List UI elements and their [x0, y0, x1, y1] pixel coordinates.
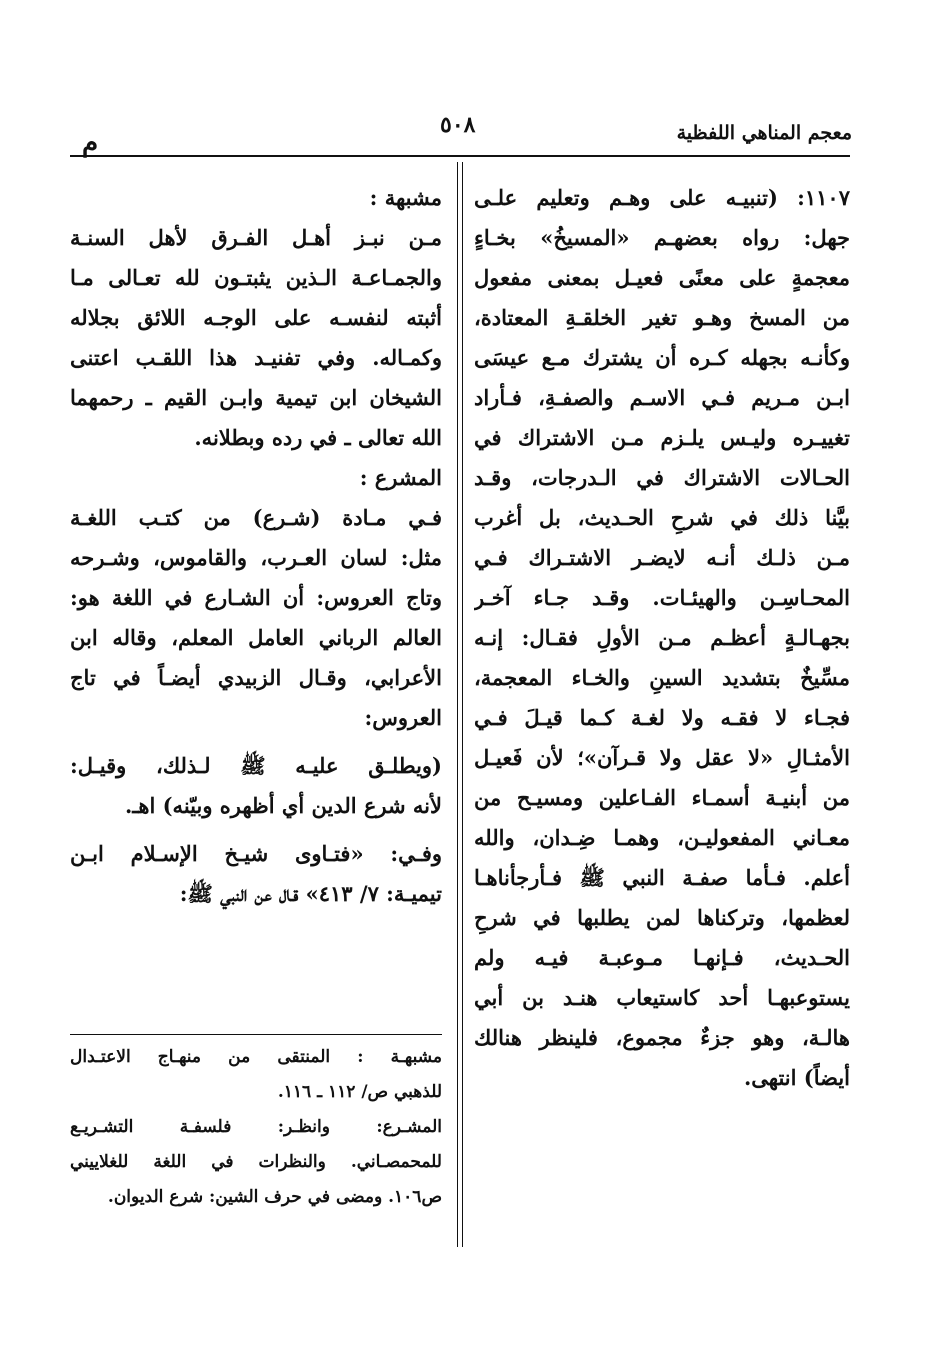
- right-column: [474, 178, 850, 1098]
- text-line: العروس:: [364, 705, 442, 730]
- text-line: وكمـاله. وفي تفنيـد هذا اللقـب اعتنى: [70, 345, 442, 370]
- text-line: لأنه شرع الدين أي أظهره وبيّنه) اهـ.: [124, 793, 442, 818]
- text-line: (ويطلـق عليـه ﷺ لـذلك، وقيـل:: [70, 753, 442, 778]
- text-line: أثبته لنفسـه على الوجـه اللائق بجلاله: [70, 305, 442, 330]
- text-line: المحـاسِـن والهيئـات. وقـد جـاء آخـر: [474, 585, 850, 610]
- text-line: من أبنيـة أسمـاء الفـاعلين ومسيـح من: [474, 785, 850, 810]
- section-letter: م: [82, 128, 99, 158]
- text-line: الشيخان ابن تيمية وابـن القيم ـ رحمهما: [70, 385, 442, 410]
- text-line: أعلم. فـأما صفـة النبي ﷺ فـأرجأناهـا: [474, 865, 850, 890]
- running-title: معجم المناهي اللفظية: [676, 122, 852, 144]
- text-line: مسِّيخٌ بتشديد السينِ والخـاء المعجمة،: [474, 665, 850, 690]
- text-line: فـي مـادة (شـرع) من كتـب اللغـة: [70, 505, 442, 530]
- text-line: لعظمها، وتركناها لمن يطلبها في شرحِ: [474, 905, 850, 930]
- text-line: الحـالات الاشتراك في الـدرجات، وقـد: [474, 465, 850, 490]
- left-column: [70, 178, 442, 914]
- text-line: العالم الرباني العامل المعلم، وقاله ابن: [70, 625, 442, 650]
- text-line: تغييـره وليـس يلـزم مـن الاشتراك في: [474, 425, 850, 450]
- column-divider: [457, 162, 463, 1247]
- text-line: الله تعالى ـ في رده وبطلانه.: [194, 425, 442, 450]
- text-line: الحـديث، فـإنهـا مـوعبـة فيـه ولم: [474, 945, 850, 970]
- text-line: ١١٠٧: (تنبيـه على وهـم وتعليم علـى: [474, 185, 850, 210]
- text-line: مـن نبـز أهـل الفـرق لأهل السنـة: [70, 225, 442, 250]
- footnote-line: للمحمصـاني. والنظرات في اللغة للغلاييني: [70, 1152, 442, 1172]
- text-line: ابـن مـريم فـي الاسـم والصفـةِ، فـأراد: [474, 385, 850, 410]
- text-line: وفـي: «فتـاوى شيـخ الإسـلام ابـن: [70, 841, 442, 866]
- text-line: تيميـة: ٧/ ٤١٣» قـال عن النبي ﷺ:: [179, 881, 442, 906]
- footnote-line: ص١٠٦. ومضى في حرف الشين: شرع الديوان.: [107, 1187, 442, 1207]
- footnotes: [70, 1040, 442, 1215]
- page-number: ٥٠٨: [440, 112, 476, 138]
- text-line: هالـة، وهو جزءٌ مجموع، فلينظر هنالك: [474, 1025, 850, 1050]
- text-line: والجمـاعـة الـذين يثبتـون لله تعـالى مـا: [70, 265, 442, 290]
- text-line: من المسخ وهـو تغير الخلقـةِ المعتادة،: [474, 305, 850, 330]
- text-line: بجهـالـةٍ أعظـم مـن الأولِ فقـال: إنـه: [474, 625, 850, 650]
- paragraph-gap: [70, 826, 442, 834]
- entry-heading-mushabbiha: مشبهة :: [369, 185, 442, 210]
- text-line: يستوعبهـا أحد كاستيعاب هنـد بن أبي: [474, 985, 850, 1010]
- text-line: جهل: رواه بعضهـم «المسيخُ» بخـاءٍ: [474, 225, 850, 250]
- text-line: معـاني المفعوليـن، وهمـا ضِـدان، والله: [474, 825, 850, 850]
- paragraph-gap: [70, 738, 442, 746]
- text-line: الأمثـالِ «لا عقل ولا قـرآن»؛ لأن فَعيـل: [474, 745, 850, 770]
- footnote-line: المشـرع: وانظـر: فلسفـة التشـريـع: [70, 1117, 442, 1137]
- text-line: مـن ذلـك أنـه لايضـر الاشتـراك فـي: [474, 545, 850, 570]
- footnote-line: مشبهـة : المنتقى من منهـاج الاعتـدال: [70, 1047, 442, 1067]
- text-line: وكأنـه بجهله كـره أن يشترك مـع عيسَى: [474, 345, 850, 370]
- entry-heading-mushari: المشرع :: [359, 465, 442, 490]
- text-line: معجمةٍ على معنًى فعيـل بمعنى مفعول: [474, 265, 850, 290]
- text-line: فجـاء لا فقـه ولا لغـة كـما قيـلَ فـي: [474, 705, 850, 730]
- text-line: الأعرابي، وقـال الزبيدي أيضـاً في تاج: [70, 665, 442, 690]
- text-line: وتاج العروس: أن الشـارع في اللغة هو:: [70, 585, 442, 610]
- text-line: مثل: لسان العـرب، والقاموس، وشـرحه: [70, 545, 442, 570]
- text-line: أيضاً) انتهى.: [743, 1065, 850, 1090]
- text-line: بيَّنا ذلك في شرحِ الحـديث، بل أغرب: [474, 505, 850, 530]
- footnote-rule: [70, 1034, 442, 1035]
- header-rule: [70, 155, 850, 157]
- footnote-line: للذهبي ص/ ١١٢ ـ ١١٦.: [277, 1082, 442, 1102]
